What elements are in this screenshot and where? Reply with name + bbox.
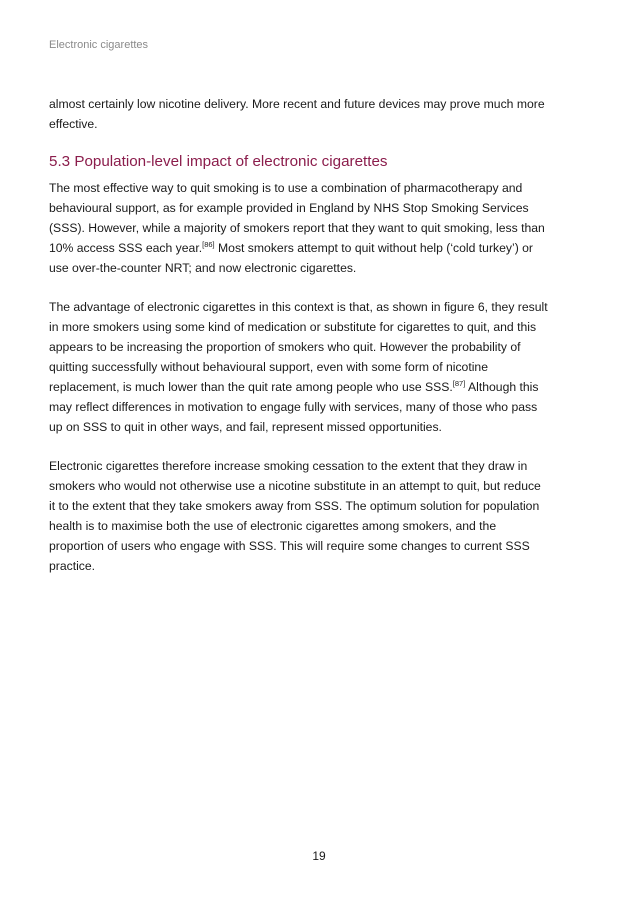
document-body xyxy=(49,94,549,595)
paragraph-advantage-text-cont: Although this may reflect differences in motivation to engage fully with services, many of those who pass up on SSS to quit in other ways, and fail, represent missed opportunities. xyxy=(49,380,539,434)
paragraph-advantage-text: The advantage of electronic cigarettes in this context is that, as shown in figure 6, they result in more smokers using some kind of medication or substitute for cigarettes to quit, and this appears to be increasing the proportion of smokers who quit. However the probability of quitting successfully without behavioural support, even with some form of nicotine replacement, is much lower than the quit rate among people who use SSS. xyxy=(49,300,548,394)
running-header: Electronic cigarettes xyxy=(49,39,149,51)
reference-87[interactable]: [87] xyxy=(452,379,466,388)
paragraph-sss-access-text-cont: Most smokers attempt to quit without help (‘cold turkey’) or use over-the-counter NRT; and now electronic cigarettes. xyxy=(49,241,533,275)
page-number: 19 xyxy=(312,849,326,863)
paragraph-cessation: Electronic cigarettes therefore increase smoking cessation to the extent that they draw in smokers who would not otherwise use a nicotine substitute in an attempt to quit, but reduce it to the extent that they take smokers away from SSS. The optimum solution for population health is to maximise both the use of electronic cigarettes among smokers, and the proportion of users who engage with SSS. This will require some changes to current SSS practice. xyxy=(49,459,541,573)
paragraph-advantage xyxy=(49,297,549,437)
paragraph-sss-access xyxy=(49,178,549,278)
continuation-paragraph: almost certainly low nicotine delivery. More recent and future devices may prove much more effective. xyxy=(49,97,545,131)
section-heading: 5.3 Population-level impact of electronic cigarettes xyxy=(49,153,388,170)
reference-86[interactable]: [86] xyxy=(202,240,215,249)
paragraph-sss-access-text: The most effective way to quit smoking is to use a combination of pharmacotherapy and behavioural support, as for example provided in England by NHS Stop Smoking Services (SSS). However, while a majority of smokers report that they want to quit smoking, less than 10% access SSS each year. xyxy=(49,181,545,255)
